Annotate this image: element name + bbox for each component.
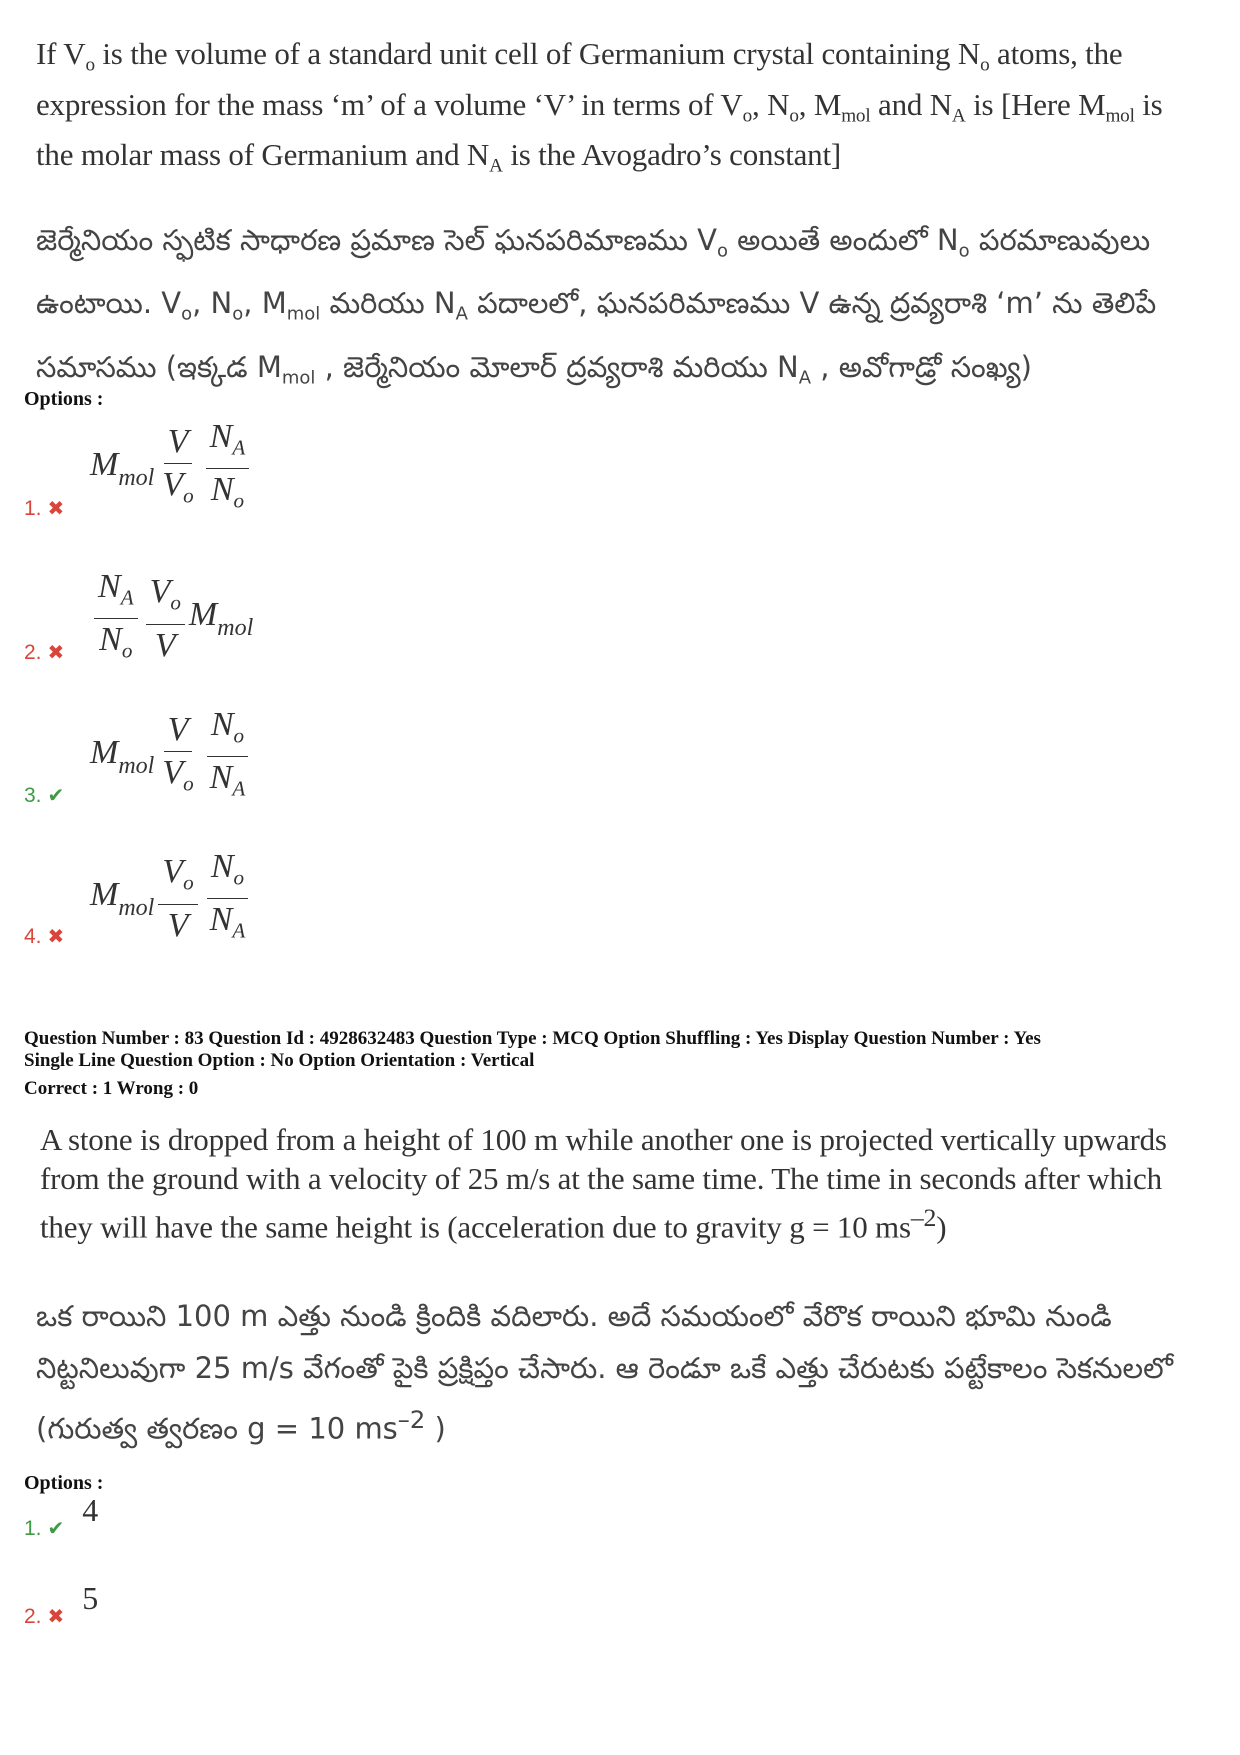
options-label-q83: Options :	[24, 1472, 104, 1494]
check-mark-icon: ✔	[47, 785, 65, 807]
question-83-english: A stone is dropped from a height of 100 m while another one is projected vertically upwards from the ground with a velocity of 25 m/s at the same time. The time in seconds after which they will have the same height is (acceleration due to gravity g = 10 $ms^{-2}$)	[40, 1122, 1167, 1245]
meta-line-2: Single Line Question Option : No Option Orientation : Vertical	[24, 1050, 535, 1071]
question-83-meta	[24, 1028, 1224, 1100]
meta-line-3: Correct : 1 Wrong : 0	[24, 1078, 199, 1099]
wrong-mark-icon: ✖	[47, 926, 65, 948]
option-1-formula: $M_{mol}$ $\frac{V}{V_o}$ $\frac{N_A}{N_o}$	[90, 418, 253, 520]
question-83-telugu: ఒక రాయిని 100 m ఎత్తు నుండి క్రిందికి వదిలారు. అదే సమయంలో వేరొక రాయిని భూమి నుండి నిట్టనిలువుగా 25 m/s వేగంతో పైకి ప్రక్షిప్తం చేసారు. ఆ రెండూ ఒకే ఎత్తు చేరుటకు పట్టేకాలం సెకనులలో (గురుత్వ త్వరణం g = 10 $ms^{-2}$ )	[36, 1299, 1173, 1446]
wrong-mark-icon: ✖	[47, 498, 65, 520]
meta-line-1: Question Number : 83 Question Id : 4928632483 Question Type : MCQ Option Shuffling : Yes Display Question Number : Yes	[24, 1028, 1041, 1049]
q83-option-2: 2. ✖ 5	[24, 1580, 99, 1628]
question-82-telugu: జెర్మేనియం స్ఫటిక సాధారణ ప్రమాణ సెల్ ఘనపరిమాణము $V_o$ అయితే అందులో $N_o$ పరమాణువులు ఉంటాయి. $V_o$, $N_o$, $M_{mol}$ మరియు $N_A$ పదాలలో, ఘనపరిమాణము V ఉన్న ద్రవ్యరాశి ‘m’ ను తెలిపే సమాసము (ఇక్కడ $M_{mol}$ , జెర్మేనియం మోలార్ ద్రవ్యరాశి మరియు $N_A$ , అవోగాడ్రో సంఖ్య)	[36, 223, 1157, 388]
question-82-english: If $V_o$ is the volume of a standard unit cell of Germanium crystal containing $N_o$ atoms, the expression for the mass ‘m’ of a volume ‘V’ in terms of $V_o$, $N_o$, $M_{mol}$ and $N_A$ is [Here $M_{mol}$ is the molar mass of Germanium and $N_A$ is the Avogadro’s constant]	[36, 36, 1163, 178]
option-4-number: 4. ✖	[24, 925, 65, 948]
option-4-formula: $M_{mol}$ $\frac{V_o}{V}$ $\frac{N_o}{N_A}$	[90, 848, 253, 950]
option-1-number: 1. ✖	[24, 497, 65, 520]
option-3-formula: $M_{mol}$ $\frac{V}{V_o}$ $\frac{N_o}{N_A}$	[90, 706, 253, 808]
q83-option-2-value: 5	[82, 1580, 99, 1616]
q83-option-1-value: 4	[82, 1492, 99, 1528]
wrong-mark-icon: ✖	[47, 642, 65, 664]
options-label: Options :	[24, 388, 104, 410]
option-2-formula: $\frac{N_A}{N_o}$ $\frac{V_o}{V}$ $M_{mol}$	[90, 568, 253, 670]
q83-option-1: 1. ✔ 4	[24, 1492, 99, 1540]
option-3-number: 3. ✔	[24, 784, 65, 807]
check-mark-icon: ✔	[47, 1518, 65, 1540]
wrong-mark-icon: ✖	[47, 1606, 65, 1628]
option-2-number: 2. ✖	[24, 641, 65, 664]
